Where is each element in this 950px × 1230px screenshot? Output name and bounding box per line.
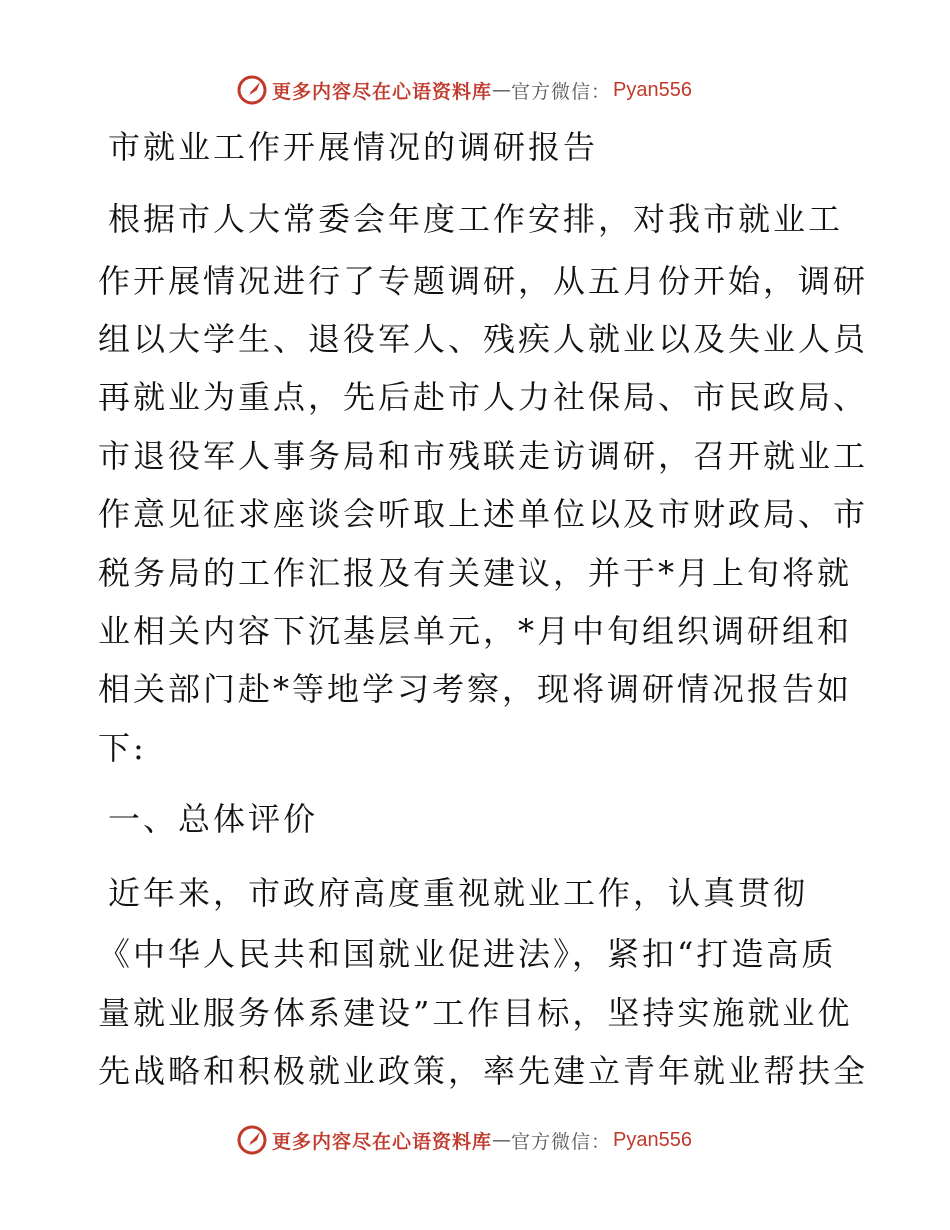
watermark-official-label: 官方微信： [511,80,612,103]
doc-title: 市就业工作开展情况的调研报告 [108,128,599,166]
doc-line: 下: [98,729,147,767]
doc-line: 再就业为重点，先后赴市人力社保局、市民政局、 [98,378,869,416]
doc-line: 近年来，市政府高度重视就业工作，认真贯彻 [108,874,809,912]
doc-line: 业相关内容下沉基层单元，*月中旬组织调研组和 [98,612,853,650]
doc-line: 根据市人大常委会年度工作安排，对我市就业工 [108,200,844,238]
section-heading: 一、总体评价 [108,800,319,838]
doc-line: 税务局的工作汇报及有关建议，并于*月上旬将就 [98,554,853,592]
watermark-brand: 更多内容尽在心语资料库 [272,80,493,103]
doc-line: 量就业服务体系建设”工作目标，坚持实施就业优 [98,994,853,1032]
doc-line: 《中华人民共和国就业促进法》，紧扣“打造高质 [98,935,837,973]
doc-line: 先战略和积极就业政策，率先建立青年就业帮扶全 [98,1052,869,1090]
watermark-brand: 更多内容尽在心语资料库 [272,1130,493,1153]
watermark-footer [236,1123,692,1157]
doc-line: 市退役军人事务局和市残联走访调研，召开就业工 [98,437,869,475]
watermark-dash: — [492,79,512,101]
doc-line: 作意见征求座谈会听取上述单位以及市财政局、市 [98,495,869,533]
doc-line: 作开展情况进行了专题调研，从五月份开始，调研 [98,262,869,300]
doc-line: 组以大学生、退役军人、残疾人就业以及失业人员 [98,320,869,358]
watermark-wechat-id: Pyan556 [613,1128,692,1151]
doc-line: 相关部门赴*等地学习考察，现将调研情况报告如 [98,670,853,708]
watermark-dash: — [492,1129,512,1151]
quill-logo-icon [236,1124,268,1156]
watermark-official-label: 官方微信： [511,1130,612,1153]
watermark-wechat-id: Pyan556 [613,78,692,101]
watermark-header [236,73,692,107]
quill-logo-icon [236,74,268,106]
